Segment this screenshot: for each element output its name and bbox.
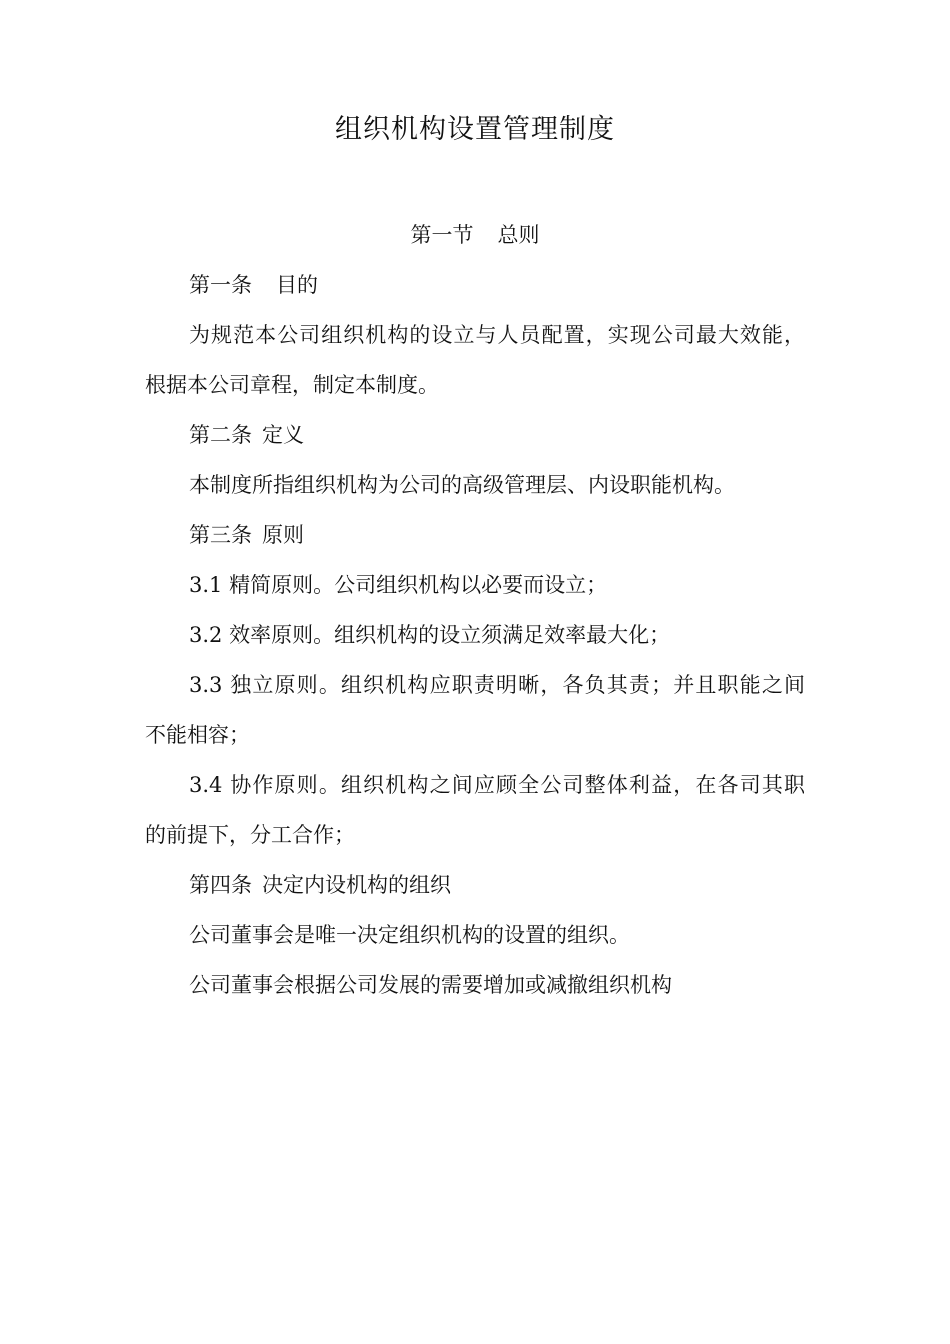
article-3-item-4-line-1: 3.4 协作原则。组织机构之间应顾全公司整体利益，在各司其职 xyxy=(189,773,805,797)
article-3-item-1: 3.1 精简原则。公司组织机构以必要而设立； xyxy=(189,573,608,597)
article-4-name: 决定内设机构的组织 xyxy=(262,873,451,897)
article-1-body-line-1: 为规范本公司组织机构的设立与人员配置，实现公司最大效能， xyxy=(189,323,805,347)
article-1-body-line-2: 根据本公司章程，制定本制度。 xyxy=(145,373,439,397)
article-2-body: 本制度所指组织机构为公司的高级管理层、内设职能机构。 xyxy=(189,473,735,497)
article-4-body-1: 公司董事会是唯一决定组织机构的设置的组织。 xyxy=(189,923,630,947)
section-number: 第一节 xyxy=(410,223,474,247)
article-4-heading xyxy=(189,867,451,903)
article-3-item-2: 3.2 效率原则。组织机构的设立须满足效率最大化； xyxy=(189,623,671,647)
article-3-item-3-line-2: 不能相容； xyxy=(145,723,250,747)
article-2-number: 第二条 xyxy=(189,423,252,447)
article-3-heading xyxy=(189,517,304,553)
section-heading xyxy=(0,217,950,253)
article-2-heading xyxy=(189,417,304,453)
article-1-name: 目的 xyxy=(276,273,318,297)
section-name: 总则 xyxy=(497,223,540,247)
article-4-body-2: 公司董事会根据公司发展的需要增加或减撤组织机构 xyxy=(189,973,672,997)
article-3-number: 第三条 xyxy=(189,523,252,547)
article-3-item-4-line-2: 的前提下，分工合作； xyxy=(145,823,355,847)
article-2-name: 定义 xyxy=(262,423,304,447)
article-3-item-3-line-1: 3.3 独立原则。组织机构应职责明晰，各负其责；并且职能之间 xyxy=(189,673,805,697)
article-1-number: 第一条 xyxy=(189,273,252,297)
article-1-heading xyxy=(189,267,318,303)
article-3-name: 原则 xyxy=(262,523,304,547)
document-title: 组织机构设置管理制度 xyxy=(335,114,615,145)
article-4-number: 第四条 xyxy=(189,873,252,897)
